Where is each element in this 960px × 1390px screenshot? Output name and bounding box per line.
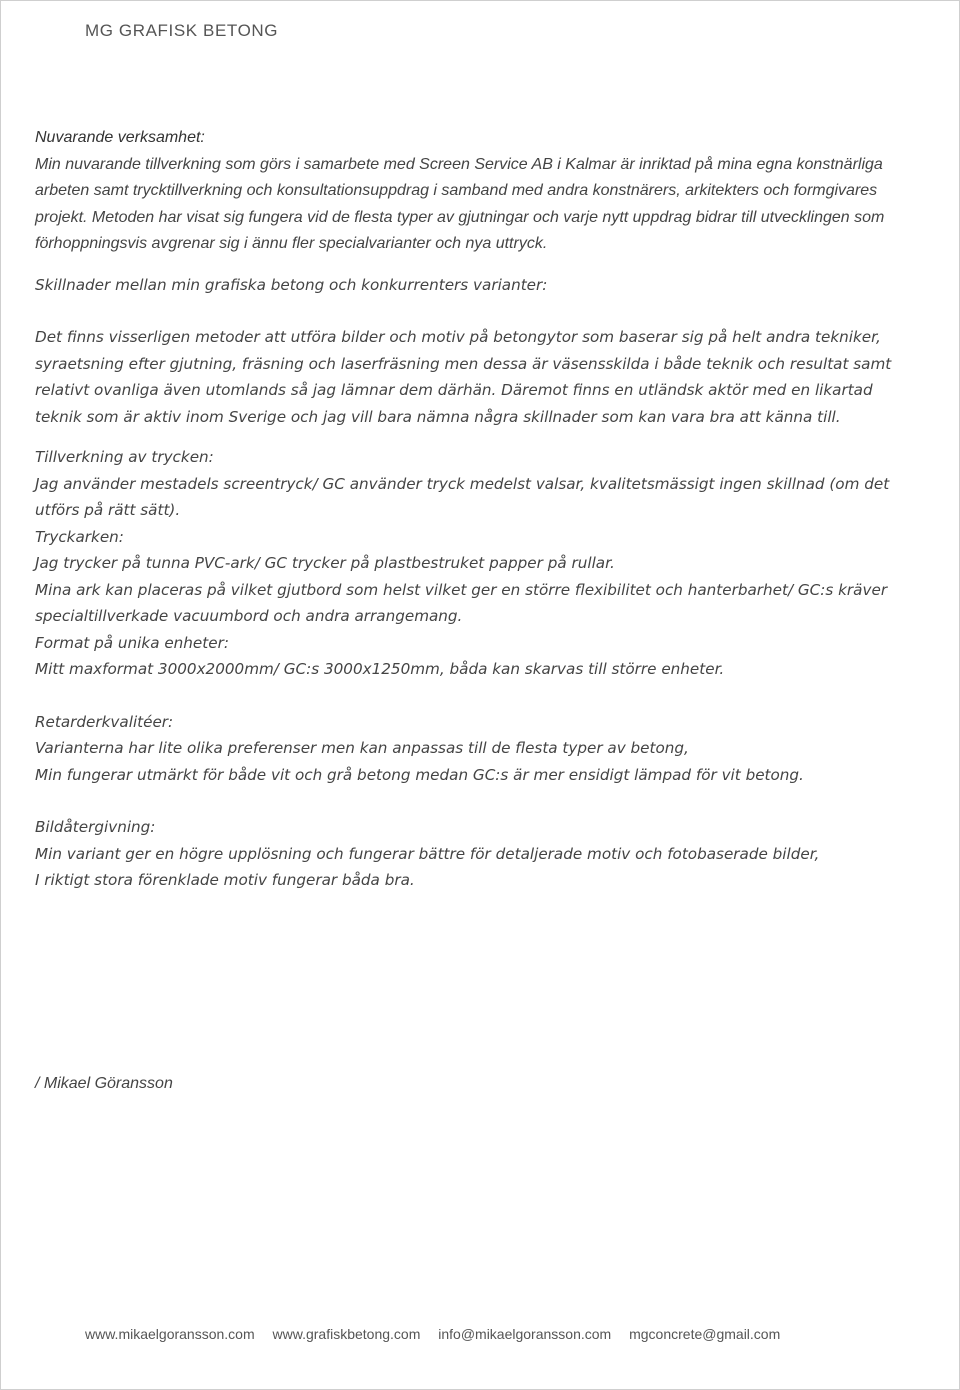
paragraph-format: Mitt maxformat 3000x2000mm/ GC:s 3000x1250mm, båda kan skarvas till större enheter. xyxy=(35,660,725,678)
paragraph-reproduction-2: I riktigt stora förenklade motiv fungerar båda bra. xyxy=(35,871,415,889)
heading-current-business: Nuvarande verksamhet: xyxy=(35,129,205,146)
paragraph-retarder-1: Varianterna har lite olika preferenser men kan anpassas till de flesta typer av betong, xyxy=(35,739,689,757)
paragraph-retarder-2: Min fungerar utmärkt för både vit och grå betong medan GC:s är mer ensidigt lämpad för vit betong. xyxy=(35,765,804,784)
signature: / Mikael Göransson xyxy=(35,1075,173,1092)
paragraph-sheets-2: Mina ark kan placeras på vilket gjutbord som helst vilket ger en större flexibilitet och hanterbarhet/ GC:s kräver specialtillverkade vacuumbord och andra arrangemang. xyxy=(35,580,888,625)
footer-contacts xyxy=(85,1326,794,1342)
paragraph-sheets-1: Jag trycker på tunna PVC-ark/ GC trycker på plastbestruket papper på rullar. xyxy=(35,554,615,572)
header-brand: MG GRAFISK BETONG xyxy=(85,21,279,40)
paragraph-reproduction-1: Min variant ger en högre upplösning och fungerar bättre för detaljerade motiv och fotobaserade bilder, xyxy=(35,844,820,863)
heading-sheets: Tryckarken: xyxy=(35,527,124,546)
heading-retarder: Retarderkvalitéer: xyxy=(35,712,174,731)
paragraph-differences: Det finns visserligen metoder att utföra bilder och motiv på betongytor som baserar sig på helt andra tekniker, syraetsning efter gjutning, fräsning och laserfräsning men dessa är väsensskilda i både teknik och resultat samt relativt ovanliga även utomlands så jag lämnar dem därhän. Däremot finns en utländsk aktör med en likartad teknik som är aktiv inom Sverige och jag vill bara nämna några skillnader som kan vara bra att känna till. xyxy=(35,328,892,426)
footer-email-1[interactable]: info@mikaelgoransson.com xyxy=(438,1326,612,1342)
heading-reproduction: Bildåtergivning: xyxy=(35,818,156,836)
heading-differences: Skillnader mellan min grafiska betong och konkurrenters varianter: xyxy=(35,275,548,294)
heading-production: Tillverkning av trycken: xyxy=(35,448,214,466)
document-body xyxy=(35,125,895,894)
footer-website-2[interactable]: www.grafiskbetong.com xyxy=(272,1326,421,1342)
paragraph-production: Jag använder mestadels screentryck/ GC använder tryck medelst valsar, kvalitetsmässigt ingen skillnad (om det utförs på rätt sätt). xyxy=(35,474,890,519)
heading-format: Format på unika enheter: xyxy=(35,633,229,652)
paragraph-current-business: Min nuvarande tillverkning som görs i samarbete med Screen Service AB i Kalmar är inriktad på mina egna konstnärliga arbeten samt trycktillverkning och konsultationsuppdrag i samband med andra konstnärers, arkitekters och formgivares projekt. Metoden har visat sig fungera vid de flesta typer av gjutningar och varje nytt uppdrag bidrar till utvecklingen som förhoppningsvis avgrenar sig i ännu fler specialvarianter och nya uttryck. xyxy=(35,155,885,252)
footer-website-1[interactable]: www.mikaelgoransson.com xyxy=(85,1326,255,1342)
footer-email-2[interactable]: mgconcrete@gmail.com xyxy=(629,1326,781,1342)
